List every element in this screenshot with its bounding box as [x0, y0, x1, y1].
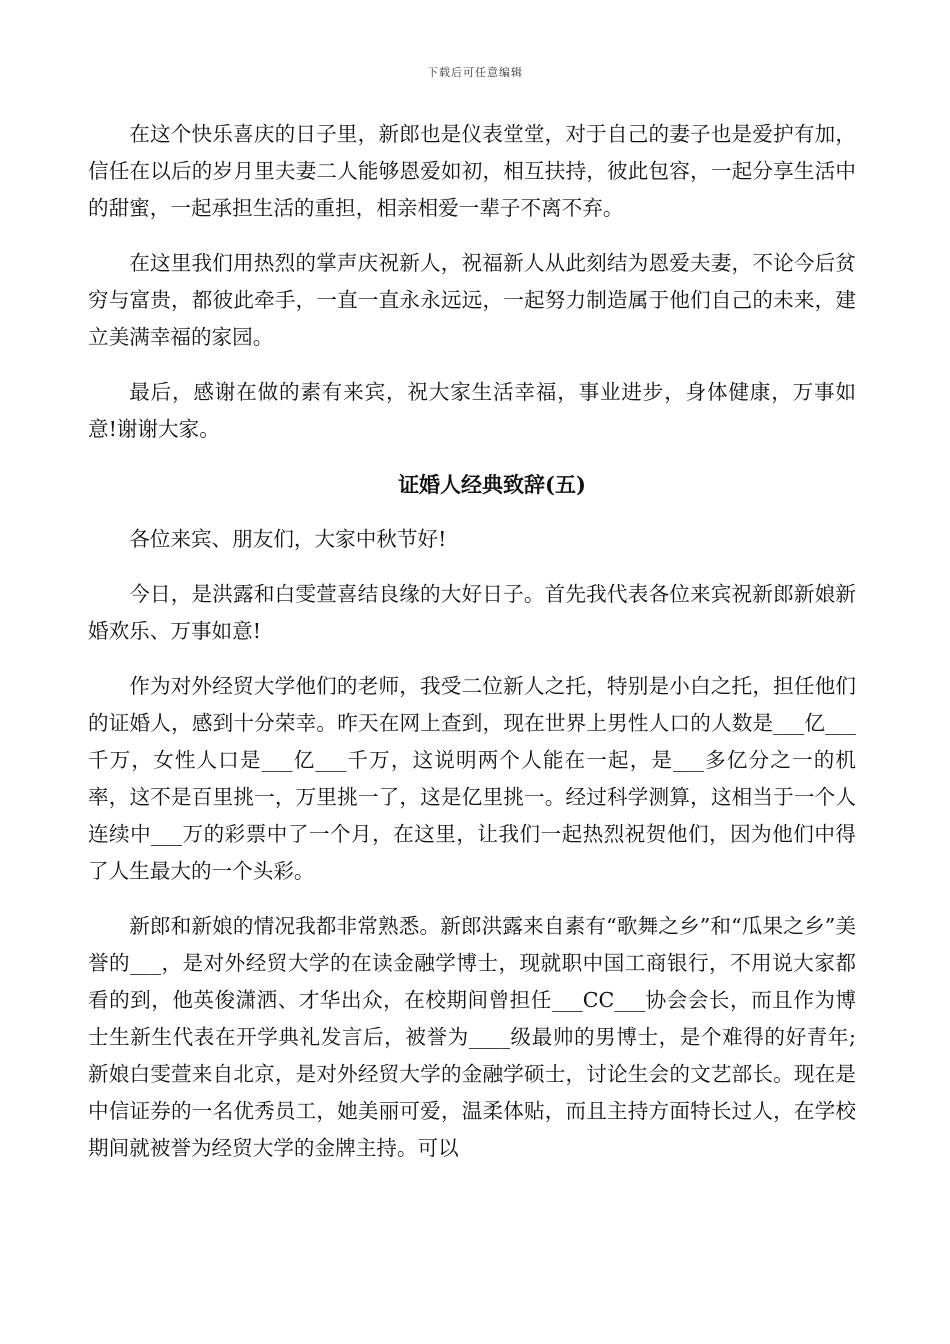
- paragraph: 各位来宾、朋友们，大家中秋节好!: [129, 527, 447, 551]
- paragraph: 作为对外经贸大学他们的老师，我受二位新人之托，特别是小白之托，担任他们的证婚人，感到十分荣幸。昨天在网上查到，现在世界上男性人口的人数是___亿___千万，女性人口是___亿___千万，这说明两个人能在一起，是___多亿分之一的机率，这不是百里挑一，万里挑一了，这是亿里挑一。经过科学测算，这相当于一个人连续中___万的彩票中了一个月，在这里，让我们一起热烈祝贺他们，因为他们中得了人生最大的一个头彩。: [88, 674, 856, 883]
- paragraph: 最后，感谢在做的素有来宾，祝大家生活幸福，事业进步，身体健康，万事如意!谢谢大家。: [88, 380, 856, 441]
- section-title: 证婚人经典致辞(五): [398, 472, 586, 497]
- document-body: [88, 116, 856, 1185]
- paragraph: 在这里我们用热烈的掌声庆祝新人，祝福新人从此刻结为恩爱夫妻，不论今后贫穷与富贵，都彼此牵手，一直一直永永远远，一起努力制造属于他们自己的未来，建立美满幸福的家园。: [88, 251, 856, 349]
- page-header-note: 下载后可任意编辑: [427, 66, 523, 79]
- paragraph: 今日，是洪露和白雯萱喜结良缘的大好日子。首先我代表各位来宾祝新郎新娘新婚欢乐、万事如意!: [88, 582, 856, 643]
- paragraph: 在这个快乐喜庆的日子里，新郎也是仪表堂堂，对于自己的妻子也是爱护有加，信任在以后的岁月里夫妻二人能够恩爱如初，相互扶持，彼此包容，一起分享生活中的甜蜜，一起承担生活的重担，相亲相爱一辈子不离不弃。: [88, 122, 856, 220]
- paragraph: 新郎和新娘的情况我都非常熟悉。新郎洪露来自素有“歌舞之乡”和“瓜果之乡”美誉的___，是对外经贸大学的在读金融学博士，现就职中国工商银行，不用说大家都看的到，他英俊潇洒、才华出众，在校期间曾担任___CC___协会会长，而且作为博士生新生代表在开学典礼发言后，被誉为____级最帅的男博士，是个难得的好青年;新娘白雯萱来自北京，是对外经贸大学的金融学硕士，讨论生会的文艺部长。现在是中信证券的一名优秀员工，她美丽可爱，温柔体贴，而且主持方面特长过人，在学校期间就被誉为经贸大学的金牌主持。可以: [88, 914, 856, 1160]
